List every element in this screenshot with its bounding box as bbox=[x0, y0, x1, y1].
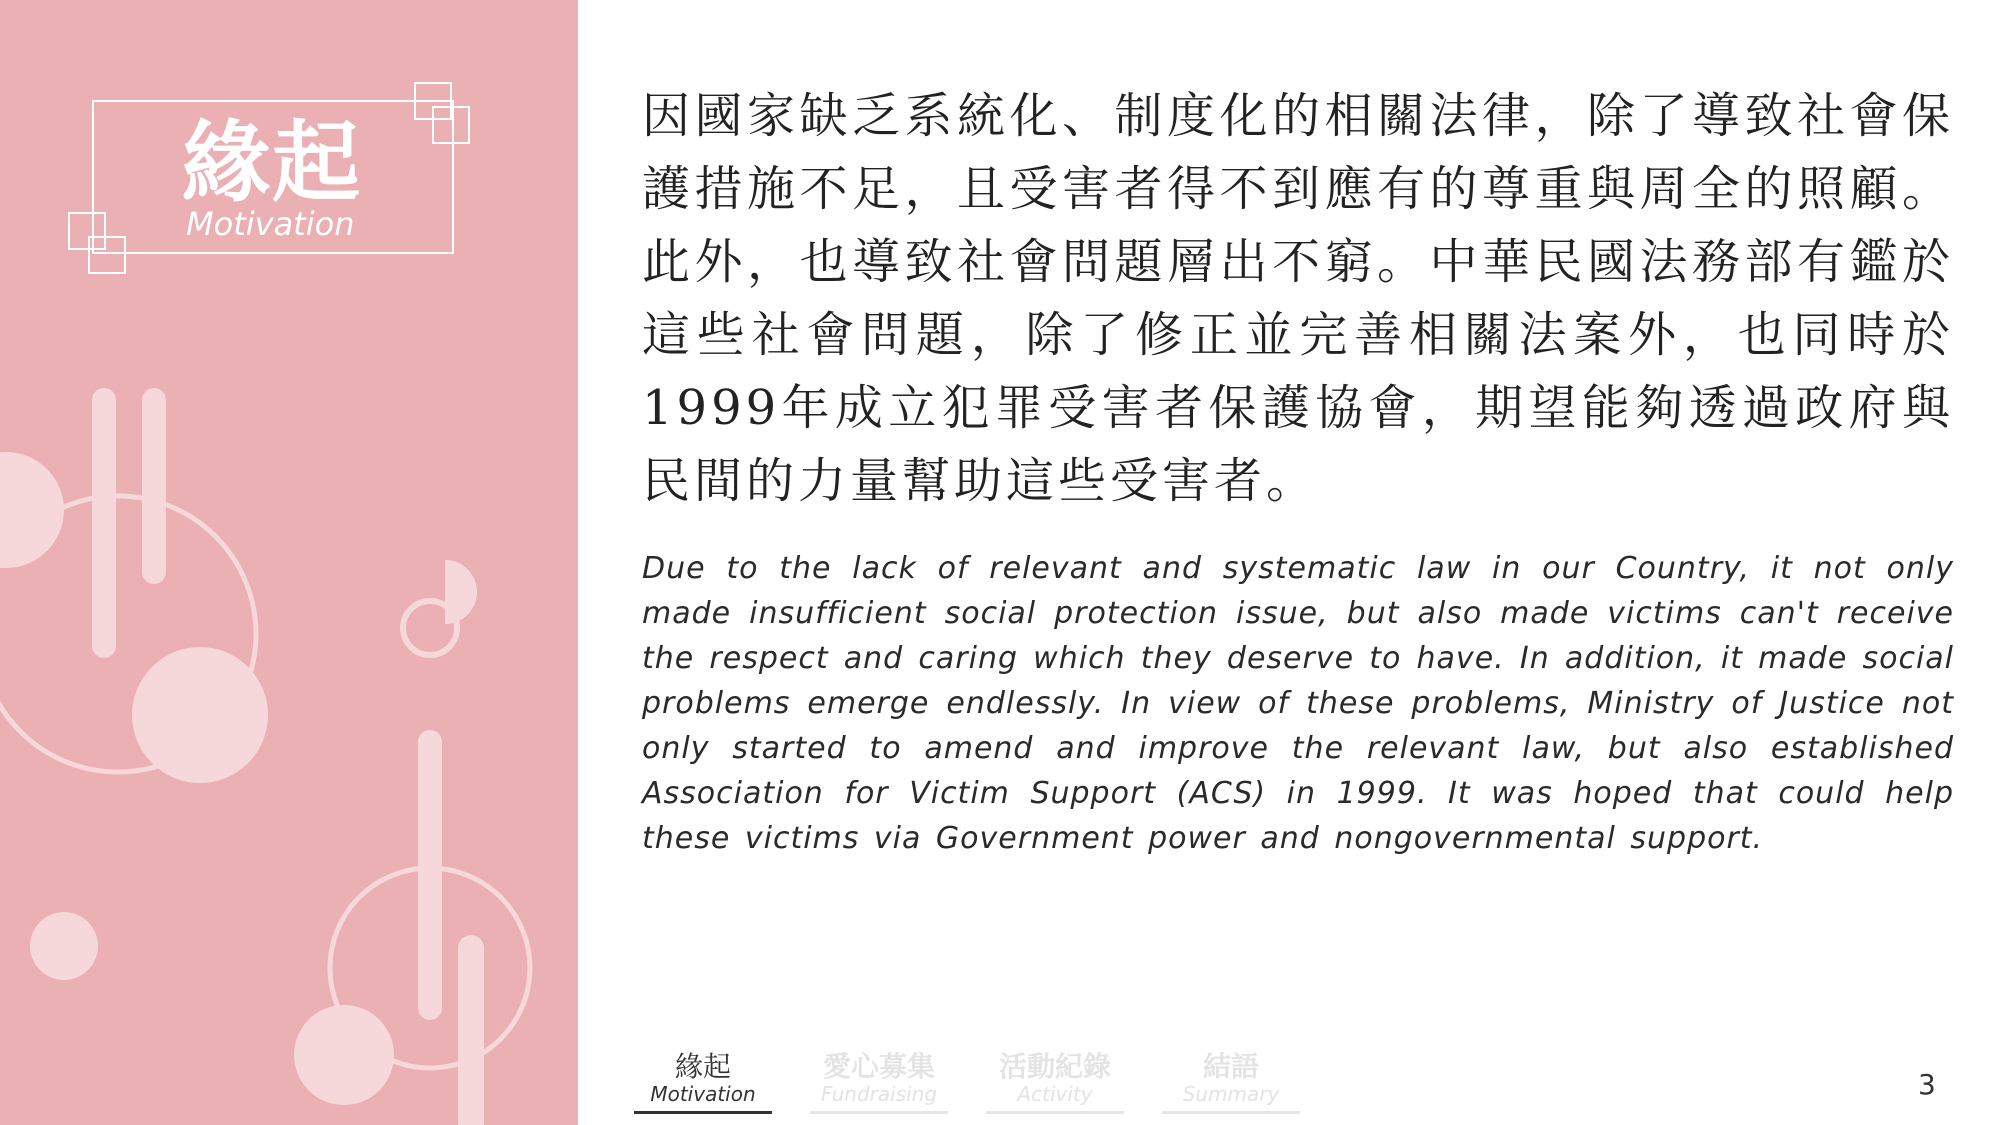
nav-item-label-zh: 緣起 bbox=[674, 1050, 731, 1083]
deco-bar bbox=[418, 730, 442, 1020]
paragraph-english: Due to the lack of relevant and systematic law in our Country, it not only made insufficient social protection issue, but also made victims can't receive the respect and caring which they deserve to have. In addition, it made social problems emerge endlessly. In view of these problems, Ministry of Justice not only started to amend and improve the relevant law, but also established Association for Victim Support (ACS) in 1999. It was hoped that could help these victims via Government power and nongovernmental support. bbox=[642, 551, 1954, 856]
paragraph-chinese: 因國家缺乏系統化、制度化的相關法律，除了導致社會保護措施不足，且受害者得不到應有的尊重與周全的照顧。此外，也導致社會問題層出不窮。中華民國法務部有鑑於這些社會問題，除了修正並完善相關法案外，也同時於1999年成立犯罪受害者保護協會，期望能夠透過政府與民間的力量幫助這些受害者。 bbox=[642, 88, 1954, 509]
nav-item-activity[interactable] bbox=[986, 1050, 1124, 1114]
deco-bar bbox=[92, 388, 116, 658]
deco-circle bbox=[294, 1005, 394, 1105]
deco-bar bbox=[142, 388, 166, 584]
sidebar-panel bbox=[0, 0, 578, 1125]
nav-item-motivation[interactable] bbox=[634, 1050, 772, 1114]
nav-item-summary[interactable] bbox=[1162, 1050, 1300, 1114]
nav-item-label-zh: 結語 bbox=[1202, 1050, 1259, 1083]
page-number: 3 bbox=[1918, 1068, 1936, 1101]
section-nav bbox=[634, 1050, 1300, 1114]
nav-item-label-en: Summary bbox=[1182, 1082, 1280, 1106]
nav-item-label-zh: 愛心募集 bbox=[822, 1050, 935, 1083]
section-title-en: Motivation bbox=[186, 205, 355, 243]
nav-item-label-en: Activity bbox=[1017, 1082, 1093, 1106]
frame-corner-square bbox=[432, 106, 470, 144]
nav-item-label-zh: 活動紀錄 bbox=[998, 1050, 1111, 1083]
deco-half-circle bbox=[445, 560, 477, 624]
nav-item-fundraising[interactable] bbox=[810, 1050, 948, 1114]
nav-item-label-en: Motivation bbox=[650, 1082, 756, 1106]
deco-bar bbox=[458, 935, 484, 1125]
nav-item-label-en: Fundraising bbox=[820, 1082, 938, 1106]
deco-circle bbox=[0, 452, 64, 568]
deco-circle bbox=[30, 912, 98, 980]
deco-circle bbox=[132, 647, 268, 783]
section-title-zh: 緣起 bbox=[182, 110, 363, 214]
frame-corner-square bbox=[88, 236, 126, 274]
